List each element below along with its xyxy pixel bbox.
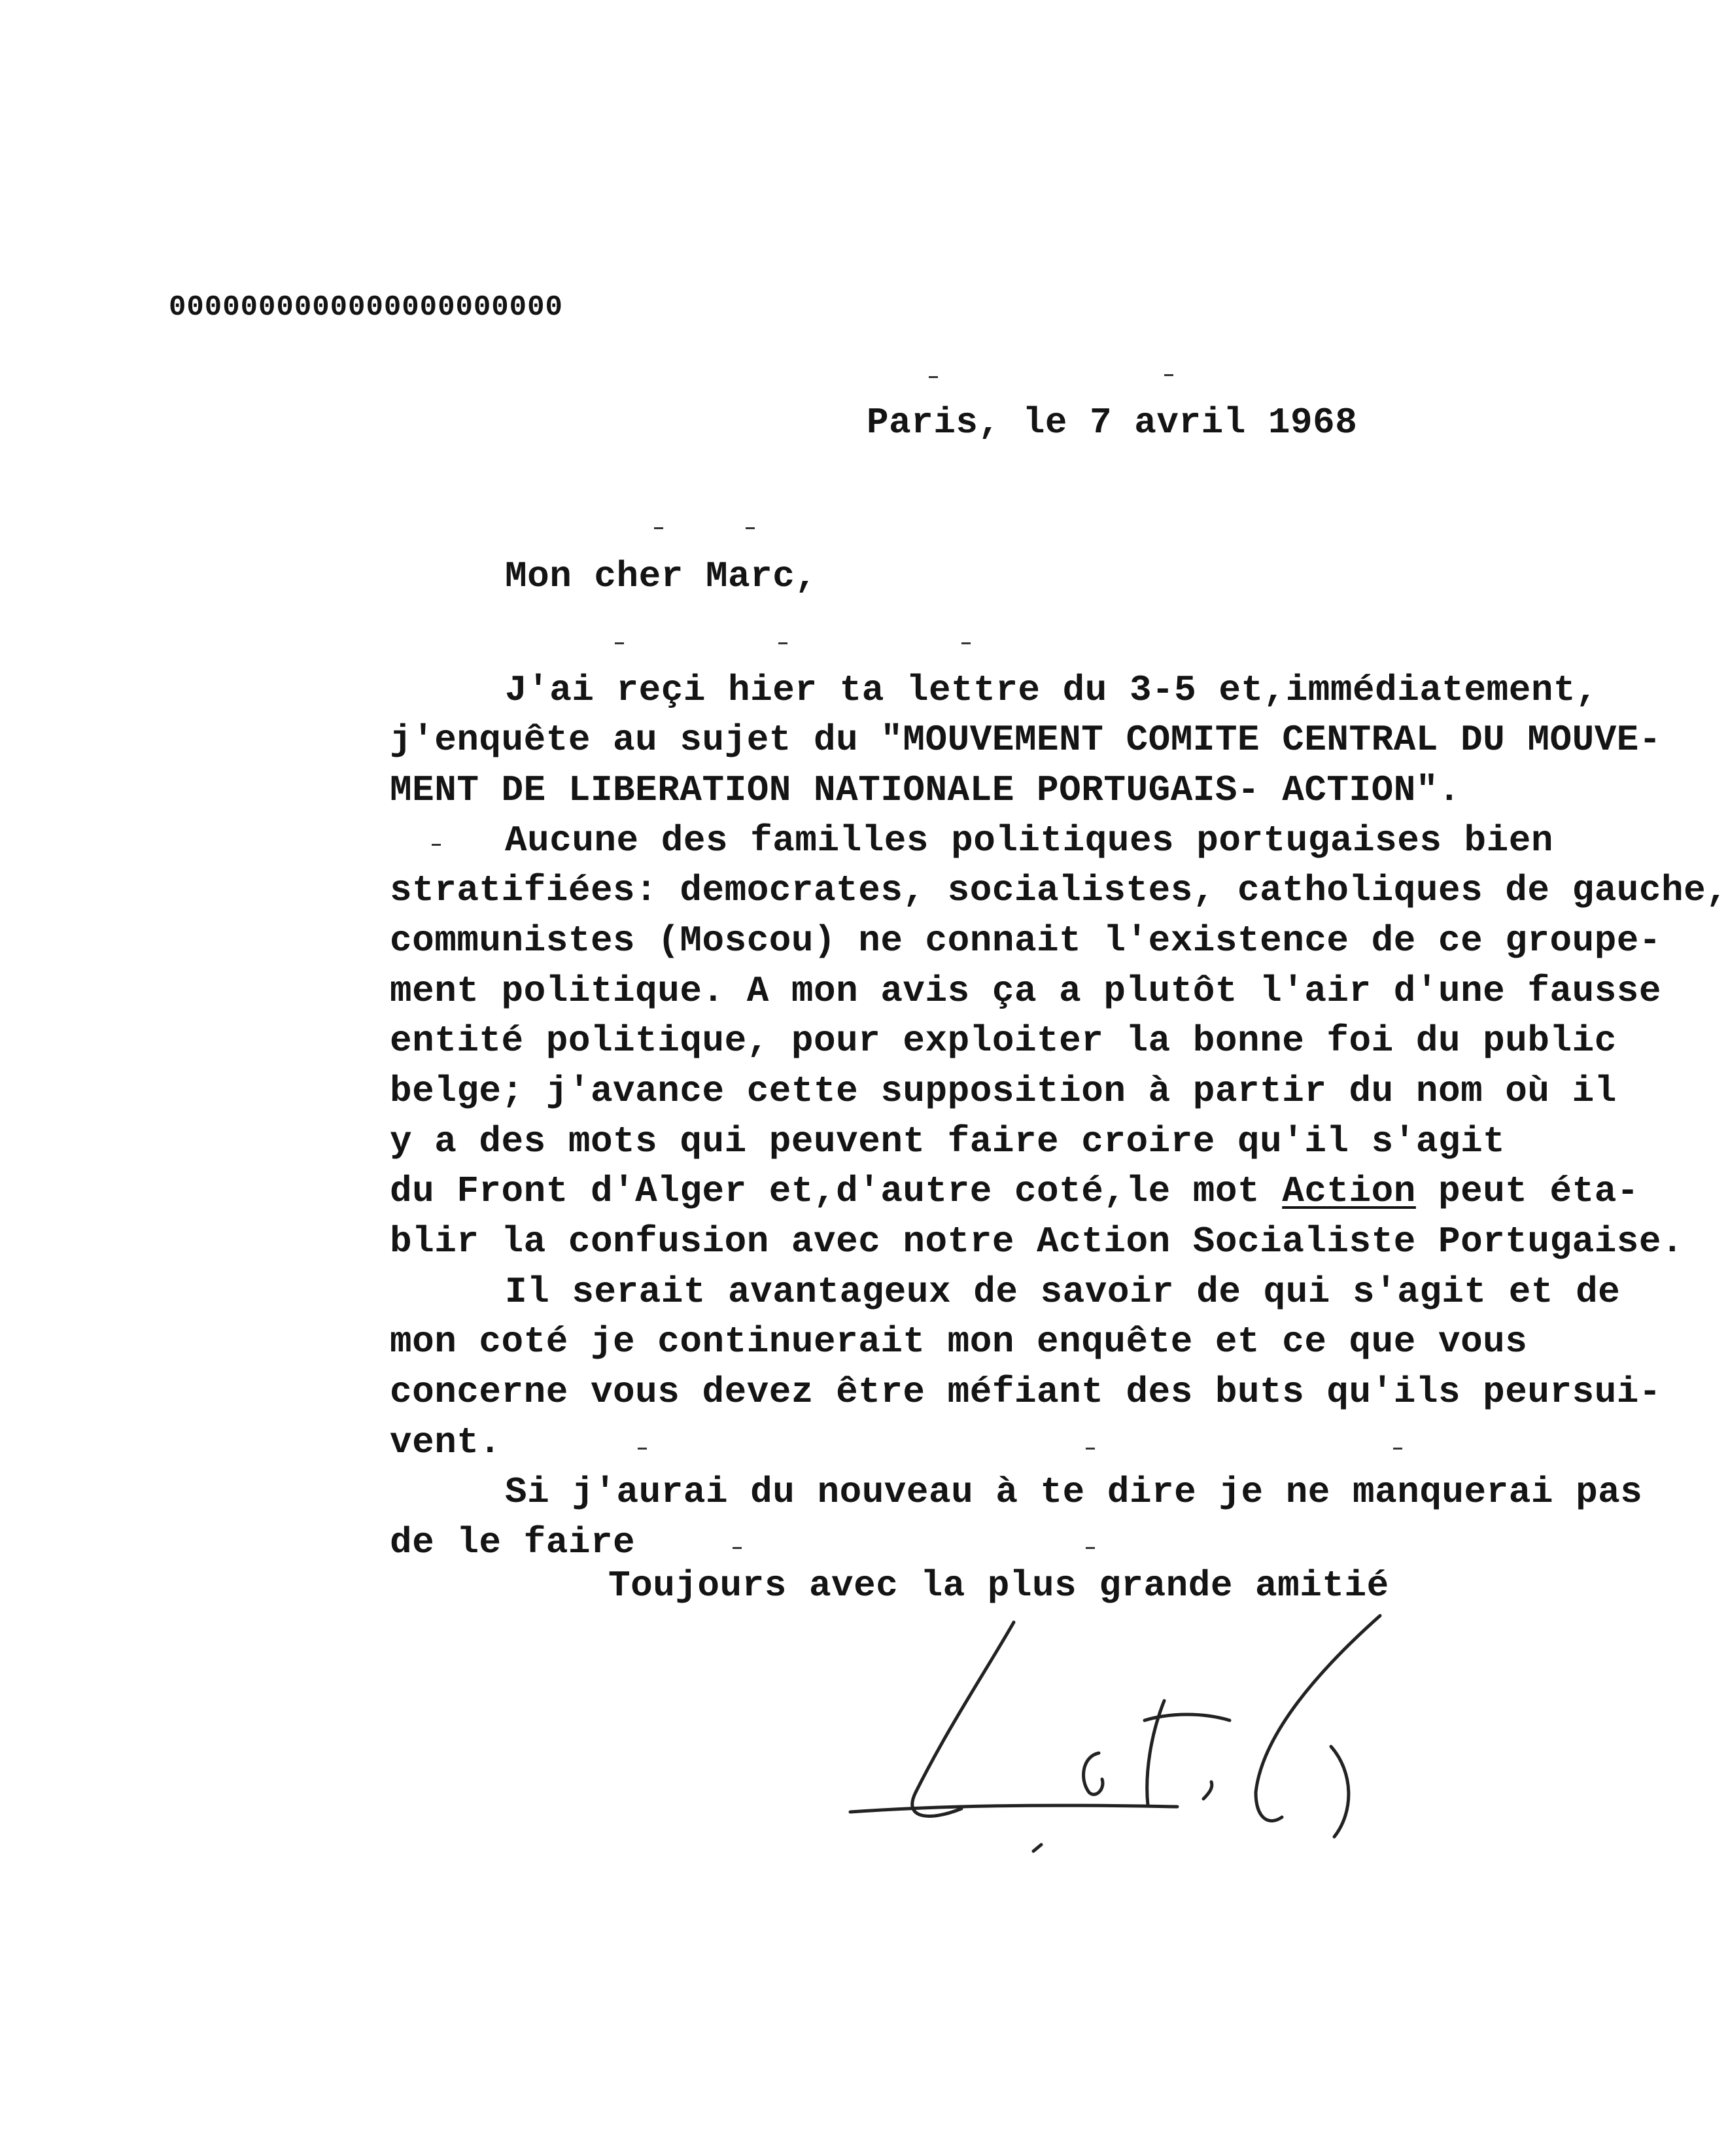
date-line: Paris, le 7 avril 1968: [867, 402, 1358, 443]
salutation: Mon cher Marc,: [505, 555, 818, 597]
body-line: Aucune des familles politiques portugaises bien: [505, 820, 1553, 861]
body-line: de le faire: [390, 1521, 636, 1563]
body-text: du Front d'Alger et,d'autre coté,le mot: [390, 1170, 1260, 1212]
body-line: entité politique, pour exploiter la bonne foi du public: [390, 1020, 1617, 1062]
header-mark: 0000000000000000000000: [169, 291, 563, 324]
body-line: Il serait avantageux de savoir de qui s'agit et de: [505, 1271, 1621, 1313]
body-line: j'enquête au sujet du "MOUVEMENT COMITE CENTRAL DU MOUVE-: [390, 719, 1662, 761]
closing-line: Toujours avec la plus grande amitié: [608, 1565, 1389, 1607]
body-line: stratifiées: democrates, socialistes, catholiques de gauche,: [390, 869, 1728, 911]
body-line: concerne vous devez être méfiant des buts qu'ils peursui-: [390, 1371, 1662, 1413]
body-line: [390, 1170, 1639, 1212]
body-text: peut éta-: [1415, 1170, 1639, 1212]
body-line: belge; j'avance cette supposition à partir du nom où il: [390, 1070, 1617, 1112]
body-line: mon coté je continuerait mon enquête et ce que vous: [390, 1321, 1528, 1363]
handwritten-signature: [837, 1596, 1413, 1871]
body-line: vent.: [390, 1421, 502, 1463]
body-line: ment politique. A mon avis ça a plutôt l'air d'une fausse: [390, 970, 1662, 1012]
body-line: communistes (Moscou) ne connait l'existence de ce groupe-: [390, 920, 1662, 962]
body-line: Si j'aurai du nouveau à te dire je ne manquerai pas: [505, 1471, 1643, 1513]
underlined-word: Action: [1282, 1170, 1416, 1212]
body-line: J'ai reçi hier ta lettre du 3-5 et,immédiatement,: [505, 669, 1598, 711]
body-line: y a des mots qui peuvent faire croire qu'il s'agit: [390, 1121, 1506, 1162]
body-line: MENT DE LIBERATION NATIONALE PORTUGAIS- ACTION".: [390, 769, 1461, 811]
body-line: blir la confusion avec notre Action Socialiste Portugaise.: [390, 1221, 1684, 1262]
